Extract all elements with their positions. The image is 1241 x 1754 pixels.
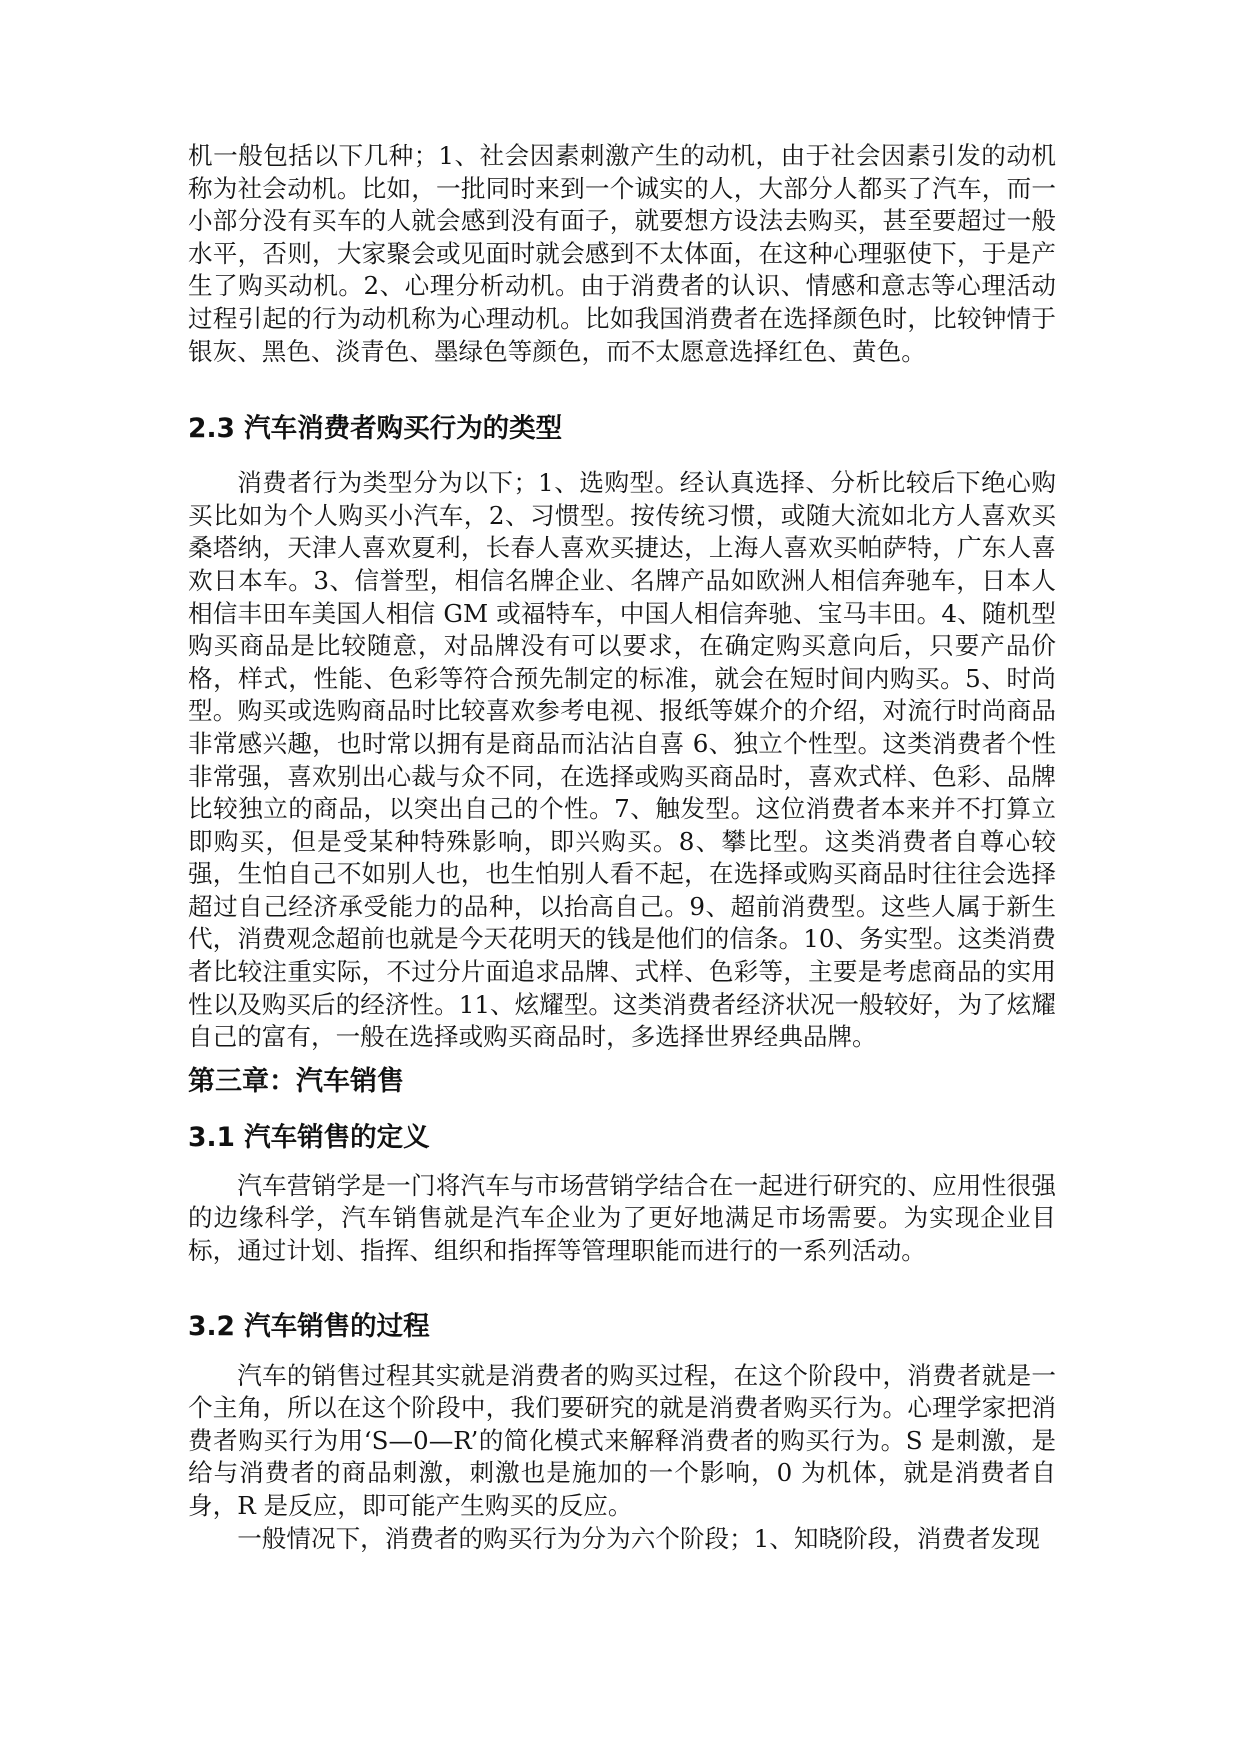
paragraph-sales-definition: 汽车营销学是一门将汽车与市场营销学结合在一起进行研究的、应用性很强的边缘科学，汽车销售就是汽车企业为了更好地满足市场需要。为实现企业目标，通过计划、指挥、组织和指挥等管理职能而进行的一系列活动。 (188, 1170, 1056, 1266)
paragraph-sales-process: 汽车的销售过程其实就是消费者的购买过程，在这个阶段中，消费者就是一个主角，所以在这个阶段中，我们要研究的就是消费者购买行为。心理学家把消费者购买行为用‘S—0—R’的简化模式来解释消费者的购买行为。S 是刺激，是给与消费者的商品刺激，刺激也是施加的一个影响，0 为机体，就是消费者自身，R 是反应，即可能产生购买的反应。 (188, 1360, 1056, 1520)
paragraph-purchase-stages: 一般情况下，消费者的购买行为分为六个阶段；1、知晓阶段，消费者发现 (237, 1523, 1040, 1553)
section-heading-3-2: 3.2 汽车销售的过程 (188, 1310, 430, 1342)
chapter-heading-3: 第三章：汽车销售 (188, 1065, 404, 1097)
document-page (188, 140, 1056, 1555)
section-heading-2-3: 2.3 汽车消费者购买行为的类型 (188, 413, 563, 445)
paragraph-consumer-types: 消费者行为类型分为以下；1、选购型。经认真选择、分析比较后下绝心购买比如为个人购买小汽车，2、习惯型。按传统习惯，或随大流如北方人喜欢买桑塔纳，天津人喜欢夏利，长春人喜欢买捷达，上海人喜欢买帕萨特，广东人喜欢日本车。3、信誉型，相信名牌企业、名牌产品如欧洲人相信奔驰车，日本人相信丰田车美国人相信 GM 或福特车，中国人相信奔驰、宝马丰田。4、随机型购买商品是比较随意，对品牌没有可以要求，在确定购买意向后，只要产品价格，样式，性能、色彩等符合预先制定的标准，就会在短时间内购买。5、时尚型。购买或选购商品时比较喜欢参考电视、报纸等媒介的介绍，对流行时尚商品非常感兴趣，也时常以拥有是商品而沾沾自喜 6、独立个性型。这类消费者个性非常强，喜欢别出心裁与众不同，在选择或购买商品时，喜欢式样、色彩、品牌比较独立的商品，以突出自己的个性。7、触发型。这位消费者本来并不打算立即购买，但是受某种特殊影响，即兴购买。8、攀比型。这类消费者自尊心较强，生怕自己不如别人也，也生怕别人看不起，在选择或购买商品时往往会选择超过自己经济承受能力的品种，以抬高自己。9、超前消费型。这些人属于新生代，消费观念超前也就是今天花明天的钱是他们的信条。10、务实型。这类消费者比较注重实际，不过分片面追求品牌、式样、色彩等，主要是考虑商品的实用性以及购买后的经济性。11、炫耀型。这类消费者经济状况一般较好，为了炫耀自己的富有，一般在选择或购买商品时，多选择世界经典品牌。 (188, 468, 1056, 1052)
section-heading-3-1: 3.1 汽车销售的定义 (188, 1121, 430, 1153)
paragraph-continued: 机一般包括以下几种；1、社会因素刺激产生的动机，由于社会因素引发的动机称为社会动机。比如，一批同时来到一个诚实的人，大部分人都买了汽车，而一小部分没有买车的人就会感到没有面子，就要想方设法去购买，甚至要超过一般水平，否则，大家聚会或见面时就会感到不太体面，在这种心理驱使下，于是产生了购买动机。2、心理分析动机。由于消费者的认识、情感和意志等心理活动过程引起的行为动机称为心理动机。比如我国消费者在选择颜色时，比较钟情于银灰、黑色、淡青色、墨绿色等颜色，而不太愿意选择红色、黄色。 (188, 141, 1056, 366)
